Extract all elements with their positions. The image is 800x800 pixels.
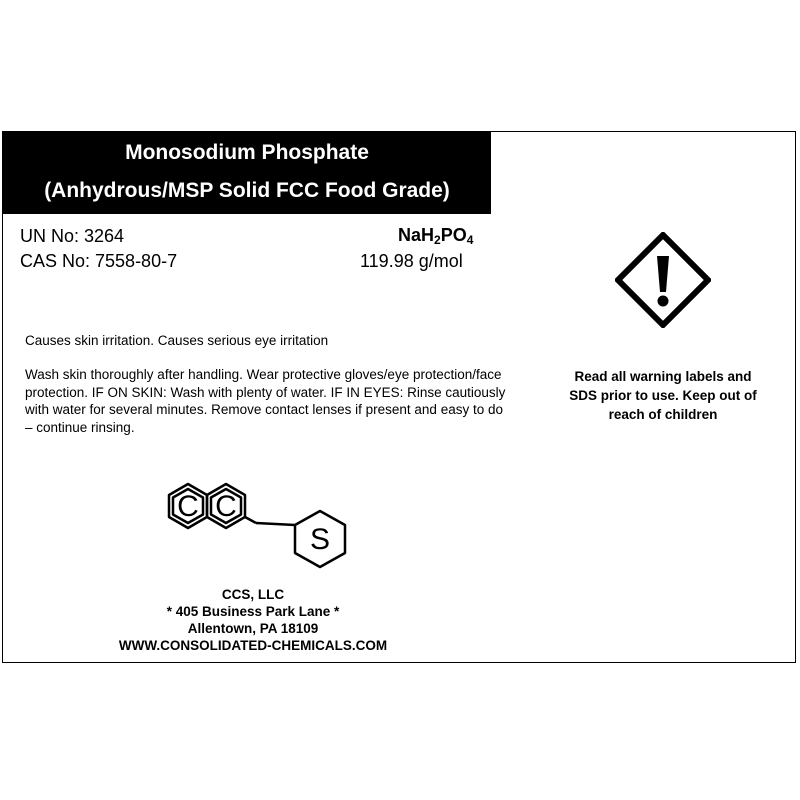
company-website: WWW.CONSOLIDATED-CHEMICALS.COM: [118, 638, 388, 653]
ccs-logo: [160, 473, 356, 573]
chemical-formula: [398, 225, 473, 247]
formula-subscript-2: 4: [466, 233, 474, 247]
hazard-statements: Causes skin irritation. Causes serious eye irritation: [25, 333, 329, 348]
product-name: Monosodium Phosphate: [125, 141, 369, 164]
logo-letter-c1: C: [177, 490, 199, 523]
formula-part-2: PO: [440, 225, 467, 245]
precautionary-statements: Wash skin thoroughly after handling. Wear protective gloves/eye protection/face protection. IF ON SKIN: Wash with plenty of water. IF IN EYES: Rinse cautiously with water for several minutes. Remove contact lenses if present and easy to do – continue rinsing.: [25, 367, 506, 435]
warning-note: Read all warning labels and SDS prior to use. Keep out of reach of children: [569, 369, 757, 422]
formula-part-1: NaH: [398, 225, 435, 245]
title-banner: [3, 132, 491, 214]
logo-letter-s: S: [309, 523, 331, 556]
molecular-weight: 119.98 g/mol: [360, 251, 463, 271]
product-grade: (Anhydrous/MSP Solid FCC Food Grade): [44, 179, 450, 202]
exclamation-mark-diamond-icon: [615, 232, 711, 328]
company-city: Allentown, PA 18109: [187, 621, 319, 636]
formula-subscript-1: 2: [434, 233, 441, 247]
company-street: * 405 Business Park Lane *: [166, 604, 340, 619]
company-name: CCS, LLC: [221, 587, 285, 602]
un-number: UN No: 3264: [20, 226, 125, 246]
cas-number: CAS No: 7558-80-7: [20, 251, 178, 271]
logo-letter-c2: C: [215, 490, 237, 523]
